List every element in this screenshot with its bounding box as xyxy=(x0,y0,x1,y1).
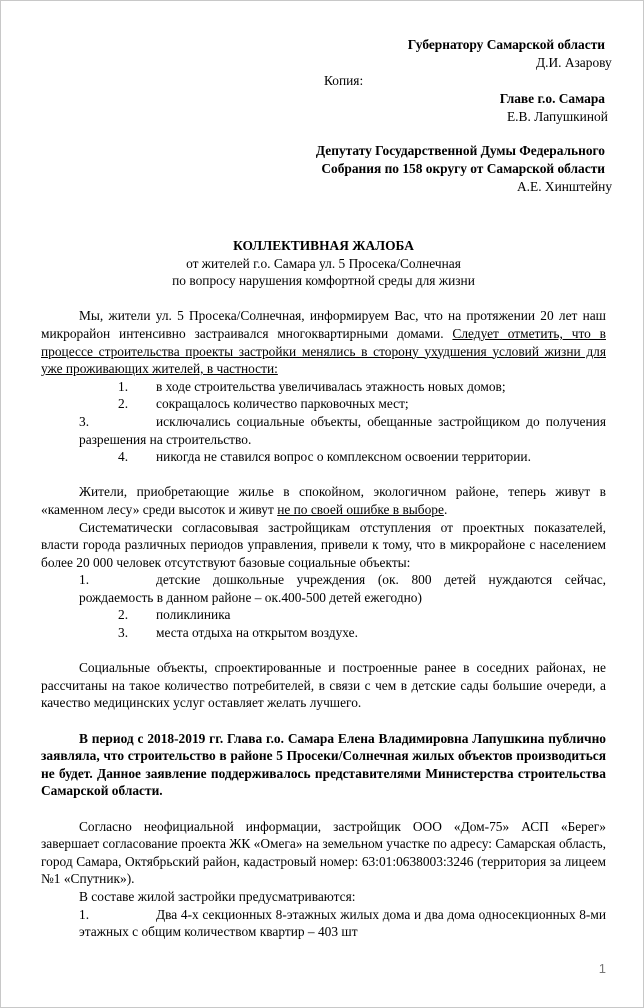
paragraph-2-text: Жители, приобретающие жилье в спокойном, экологичном районе, теперь живут в «каменном лесу» среди высоток и живут xyxy=(41,484,606,517)
addressee-head-name: Е.В. Лапушкиной xyxy=(507,109,608,124)
paragraph-2 xyxy=(41,483,606,518)
addressee-governor-name: Д.И. Азарову xyxy=(536,55,612,70)
paragraph-7: В составе жилой застройки предусматриваются: xyxy=(79,888,356,904)
list-number: 3. xyxy=(79,413,90,429)
list-item xyxy=(41,448,606,466)
list-text: Два 4-х секционных 8-этажных жилых дома и два дома односекционных 8-ми этажных с общим количеством квартир – 403 шт xyxy=(79,906,606,940)
paragraph-3: Систематически согласовывая застройщикам отступления от проектных показателей, власти города различных периодов управления, привели к тому, что в микрорайоне с населением более 20 000 человек отсутствуют базовые социальные объекты: xyxy=(41,519,606,570)
addressee-head: Главе г.о. Самара xyxy=(499,91,605,106)
list-number: 3. xyxy=(118,625,129,641)
paragraph-1 xyxy=(41,307,606,377)
list-number: 1. xyxy=(79,906,90,922)
list-text: сокращалось количество парковочных мест; xyxy=(156,396,409,412)
list-item xyxy=(41,624,606,642)
list-number: 2. xyxy=(118,396,129,412)
document-title: КОЛЛЕКТИВНАЯ ЖАЛОБА xyxy=(233,238,414,253)
list-item xyxy=(41,571,606,606)
list-number: 4. xyxy=(118,449,129,465)
list-number: 2. xyxy=(118,607,129,623)
paragraph-4: Социальные объекты, спроектированные и построенные ранее в соседних районах, не рассчитаны на такое количество потребителей, в связи с чем в детские сады большие очереди, а качество медицинских услуг оставляет желать лучшего. xyxy=(41,660,606,711)
list-item xyxy=(41,395,606,413)
list-number: 1. xyxy=(79,572,90,588)
page-number: 1 xyxy=(598,960,606,976)
list-text: в ходе строительства увеличивалась этажность новых домов; xyxy=(156,378,506,394)
document-subtitle-1: от жителей г.о. Самара ул. 5 Просека/Солнечная xyxy=(186,255,461,271)
list-text: никогда не ставился вопрос о комплексном освоении территории. xyxy=(156,449,531,465)
list-text: исключались социальные объекты, обещанные застройщиком до получения разрешения на строительство. xyxy=(79,413,606,447)
list-text: поликлиника xyxy=(156,607,231,623)
paragraph-1-underlined: Следует отметить, что в процессе строительства проекты застройки менялись в сторону ухудшения условий жизни для уже проживающих жителей, в частности: xyxy=(41,325,606,377)
list-item xyxy=(41,606,606,624)
list-text: места отдыха на открытом воздухе. xyxy=(156,625,358,641)
list-text: детские дошкольные учреждения (ок. 800 детей нуждаются сейчас, рождаемость в данном районе – ок.400-500 детей ежегодно) xyxy=(79,572,606,605)
list-number: 1. xyxy=(118,378,129,394)
document-body xyxy=(41,1,606,1007)
paragraph-1-text: Мы, жители ул. 5 Просека/Солнечная, информируем Вас, что на протяжении 20 лет наш микрорайон интенсивно застраивался многоквартирными домами. xyxy=(41,308,606,341)
addressee-deputy-line1: Депутату Государственной Думы Федерального xyxy=(315,143,605,158)
addressee-governor: Губернатору Самарской области xyxy=(407,37,605,52)
paragraph-2-underlined: не по своей ошибке в выборе xyxy=(277,501,444,517)
paragraph-5: В период с 2018-2019 гг. Глава г.о. Самара Елена Владимировна Лапушкина публично заявляла, что строительство в районе 5 Просеки/Солнечная жилых объектов производиться не будет. Данное заявление поддерживалось представителями Министерства строительства Самарской области. xyxy=(41,730,606,799)
document-subtitle-2: по вопросу нарушения комфортной среды для жизни xyxy=(172,273,475,289)
list-item xyxy=(41,378,606,396)
paragraph-2-end: . xyxy=(443,501,448,517)
list-item xyxy=(41,413,606,448)
paragraph-6: Согласно неофициальной информации, застройщик ООО «Дом-75» АСП «Берег» завершает согласование проекта ЖК «Омега» на земельном участке по адресу: Самарская область, город Самара, Октябрьский район, кадастровый номер: 63:01:0638003:3246 (территория за лицеем №1 «Спутник»). xyxy=(41,818,606,887)
addressee-deputy-name: А.Е. Хинштейну xyxy=(517,179,613,194)
addressee-deputy-line2: Собрания по 158 округу от Самарской области xyxy=(321,161,605,176)
copy-label: Копия: xyxy=(324,73,364,88)
